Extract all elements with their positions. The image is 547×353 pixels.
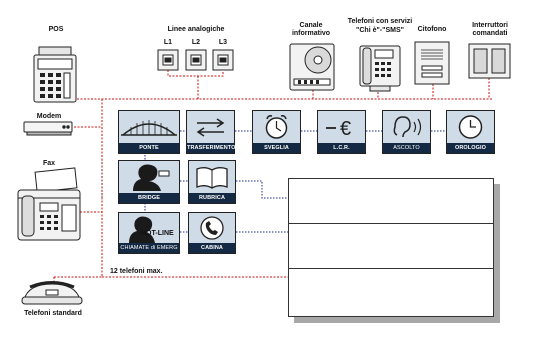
person-phone-icon <box>119 161 179 193</box>
lcr-caption: L.C.R. <box>318 143 365 153</box>
clock-icon <box>447 111 494 143</box>
service-ascolto-ambient <box>382 110 431 161</box>
info-channel-label-line2: informativo <box>291 30 331 37</box>
phones-panel <box>288 178 494 317</box>
standard-phone-drawing <box>22 283 82 305</box>
bridge-caption: BRIDGE <box>119 193 179 203</box>
sveglia-caption: SVEGLIA <box>253 143 300 153</box>
alarm-clock-icon <box>253 111 300 143</box>
service-cabina <box>188 212 236 254</box>
pos-terminal-drawing <box>34 47 76 102</box>
service-ponte <box>118 110 180 154</box>
switches-label-line2: comandati <box>472 30 508 37</box>
phones-panel-row-1 <box>289 179 493 224</box>
modem-label: Modem <box>36 113 62 120</box>
modem-drawing <box>24 122 72 135</box>
analog-lines-label: Linee analogiche <box>167 26 225 33</box>
service-bridge <box>118 160 180 204</box>
max-phones-label: 12 telefoni max. <box>110 268 163 275</box>
service-trasferimento <box>186 110 235 154</box>
switches-drawing <box>469 44 510 78</box>
door-phone-label: Citofono <box>417 26 447 33</box>
service-rubrica <box>188 160 236 204</box>
ear-icon <box>383 111 430 143</box>
service-phones-label-line1: Telefoni con servizi <box>347 18 413 25</box>
svg-text:€: € <box>340 118 352 140</box>
info-channel-drawing <box>290 44 334 90</box>
fax-drawing <box>18 168 80 240</box>
pos-label: POS <box>48 26 64 33</box>
orologio-caption: OROLOGIO <box>447 143 494 153</box>
line-3-label: L3 <box>218 39 228 46</box>
info-channel-label-line1: Canale <box>299 22 323 29</box>
phones-panel-row-2 <box>289 223 493 269</box>
book-icon <box>189 161 235 193</box>
trasferimento-caption: TRASFERIMENTO <box>187 145 236 151</box>
standard-phones-label: Telefoni standard <box>24 310 82 317</box>
ponte-caption: PONTE <box>119 143 179 153</box>
transfer-arrows-icon <box>187 111 234 143</box>
euro-icon <box>318 111 365 143</box>
cabina-caption: CABINA <box>189 243 235 253</box>
bridge-icon <box>119 111 179 143</box>
analog-sockets-drawing <box>158 50 233 76</box>
service-lcr <box>317 110 366 154</box>
service-sveglia <box>252 110 301 154</box>
switches-label-line1: Interruttori <box>472 22 508 29</box>
line-1-label: L1 <box>163 39 173 46</box>
hotline-caption: CHIAMATE di EMERG <box>120 245 178 251</box>
rubrica-caption: RUBRICA <box>189 193 235 203</box>
line-2-label: L2 <box>191 39 201 46</box>
hotline-title: HOT-LINE <box>141 230 174 237</box>
phone-handset-icon <box>189 213 235 243</box>
service-phones-drawing <box>360 46 400 91</box>
door-phone-drawing <box>415 42 449 84</box>
fax-label: Fax <box>42 160 56 167</box>
service-orologio <box>446 110 495 154</box>
emergency-person-icon <box>119 213 179 245</box>
service-hotline <box>118 212 180 254</box>
ascolto-ambient-caption: ASCOLTO AMBIENT <box>383 143 430 153</box>
service-phones-label-line2: "Chi è"-"SMS" <box>356 27 404 34</box>
